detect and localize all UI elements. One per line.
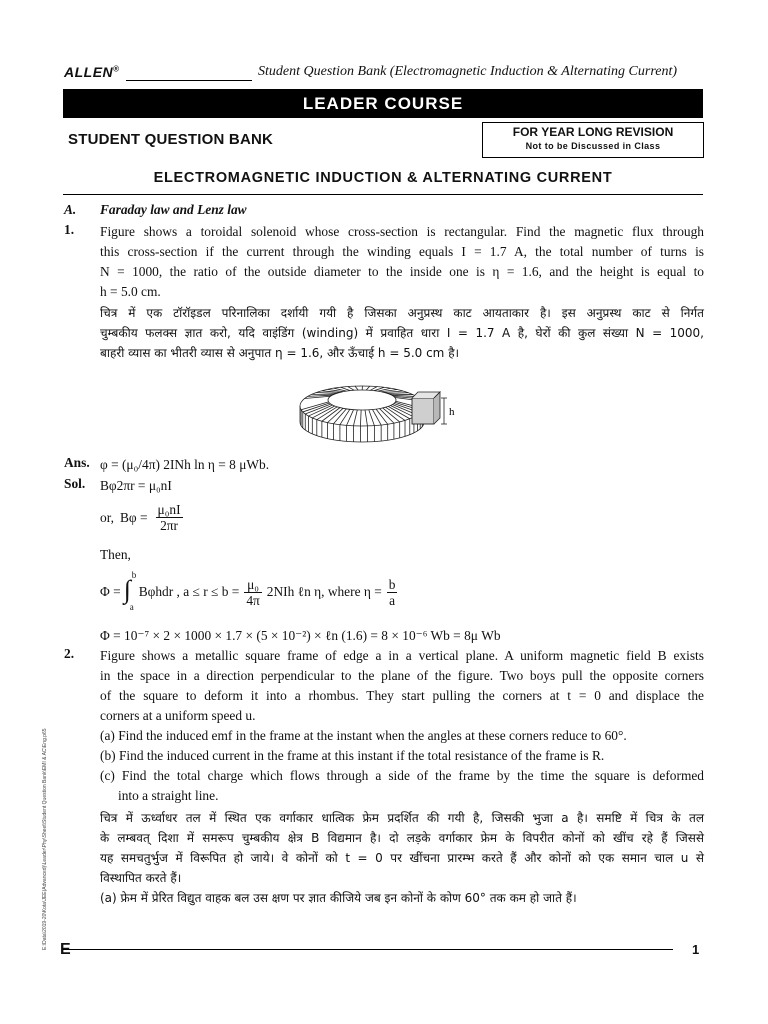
answer-label: Ans. bbox=[64, 455, 90, 470]
q1-en-line: h = 5.0 cm. bbox=[100, 284, 161, 299]
answer-text: φ = (μ₀/4π) 2INh ln η = 8 μWb. bbox=[100, 457, 270, 472]
fraction-b-phi bbox=[156, 502, 183, 533]
running-title: Student Question Bank (Electromagnetic Induction & Alternating Current) bbox=[258, 64, 678, 79]
fig-label-h: h bbox=[449, 406, 455, 418]
q2-hi-line: के लम्बवत् दिशा में समरूप चुम्बकीय क्षेत्र B विद्यमान है। दो लड़के वर्गाकार फ्रेम के विपरीत कोनों को खींच रहे हैं जिससे bbox=[100, 831, 704, 845]
fraction-numerator: μ₀nI bbox=[157, 502, 181, 517]
q2-hi-line: विस्थापित करते हैं। bbox=[100, 871, 182, 885]
fraction-denominator: a bbox=[389, 592, 396, 608]
q2-en-line: corners at a uniform speed u. bbox=[100, 708, 256, 723]
revision-box bbox=[482, 122, 704, 158]
q2-hindi bbox=[100, 808, 704, 908]
footer-letter: E bbox=[60, 941, 71, 958]
q1-hi-line: चित्र में एक टॉरॉइडल परिनालिका दर्शायी गयी है जिसका अनुप्रस्थ काट आयताकार है। इस अनुप्रस्थ काट से निर्गत bbox=[100, 306, 704, 320]
brand-logo: ALLEN® bbox=[64, 64, 120, 80]
topic-title: ELECTROMAGNETIC INDUCTION & ALTERNATING CURRENT bbox=[153, 170, 613, 186]
integral-lower-limit: a bbox=[129, 602, 134, 612]
bank-title: STUDENT QUESTION BANK bbox=[68, 131, 274, 148]
solution-label: Sol. bbox=[64, 476, 86, 491]
fraction-mu0-4pi bbox=[244, 577, 261, 608]
q2-english bbox=[100, 646, 704, 806]
q2-part-c-cont: into a straight line. bbox=[118, 788, 219, 803]
section-title: Faraday law and Lenz law bbox=[100, 202, 247, 217]
fraction-numerator: μ₀ bbox=[244, 577, 261, 593]
integral-sign: ∫ b a bbox=[123, 570, 137, 612]
q1-hi-line: चुम्बकीय फलक्स ज्ञात करो, यदि वाइंडिंग (winding) में प्रवाहित धारा I = 1.7 A है, घेरों की कुल संख्या N = 1000, bbox=[100, 326, 704, 340]
phi-equals: Φ = bbox=[100, 584, 121, 599]
course-banner: LEADER COURSE bbox=[63, 89, 703, 118]
q1-en-line: this cross-section if the current through the winding equals I = 1.7 A, the total number of turns is bbox=[100, 244, 704, 259]
final-equation: Φ = 10⁻⁷ × 2 × 1000 × 1.7 × (5 × 10⁻²) × ℓn (1.6) = 8 × 10⁻⁶ Wb = 8μ Wb bbox=[100, 628, 501, 643]
question-number: 2. bbox=[64, 646, 75, 661]
q2-en-line: Figure shows a metallic square frame of edge a in a vertical plane. A uniform magnetic field B exists bbox=[100, 648, 704, 663]
q2-hi-part-a: (a) फ्रेम में प्रेरित विद्युत वाहक बल उस क्षण पर ज्ञात कीजिये जब इन कोनों के कोण 60° तक कम हो जाते हैं। bbox=[100, 891, 577, 905]
q1-en-line: Figure shows a toroidal solenoid whose cross-section is rectangular. Find the magnetic flux through bbox=[100, 224, 704, 239]
q1-hindi bbox=[100, 303, 704, 363]
topic-rule bbox=[63, 194, 703, 195]
solution-line-2 bbox=[100, 502, 185, 533]
fraction-denominator: 4π bbox=[246, 592, 260, 608]
then-label: Then, bbox=[100, 547, 131, 562]
header-rule bbox=[126, 80, 252, 81]
q2-en-line: in the space in a direction perpendicular to the plane of the figure. Two boys pull the opposite corners bbox=[100, 668, 704, 683]
q1-hi-line: बाहरी व्यास का भीतरी व्यास से अनुपात η = 1.6, और ऊँचाई h = 5.0 cm है। bbox=[100, 346, 460, 360]
flux-integral-line bbox=[100, 570, 399, 612]
q1-english bbox=[100, 222, 704, 302]
integral-result: 2NIh ℓn η, where η = bbox=[266, 584, 382, 599]
revision-sub: Not to be Discussed in Class bbox=[525, 141, 661, 151]
solution-line-1: Bφ2πr = μ₀nI bbox=[100, 478, 172, 493]
integral-upper-limit: b bbox=[131, 570, 137, 580]
footer-rule bbox=[63, 949, 673, 950]
q2-part-b: (b) Find the induced current in the frame at this instant if the total resistance of the frame is R. bbox=[100, 748, 605, 763]
section-letter: A. bbox=[64, 202, 77, 217]
fraction-numerator: b bbox=[388, 576, 396, 592]
fraction-denominator: 2πr bbox=[160, 518, 178, 533]
b-phi-label: Bφ = bbox=[119, 509, 148, 525]
q2-hi-line: यह समचतुर्भुज में विरूपित हो जाये। वे कोनों को t = 0 पर खींचना प्रारम्भ करते हैं और कोनों को एक समान चाल u से bbox=[100, 851, 704, 865]
q2-part-c: (c) Find the total charge which flows through a side of the frame by the time the square is deformed bbox=[100, 768, 704, 783]
page-number: 1 bbox=[692, 942, 700, 957]
q2-en-line: of the square to deform it into a rhombus. They start pulling the corners at t = 0 and displace the bbox=[100, 688, 704, 703]
toroid-figure bbox=[294, 378, 466, 450]
fraction-b-over-a bbox=[387, 577, 398, 608]
file-path-note: E:\Data\2019-20\Kota\JEE(Advanced)\Leader\Phy\Sheet\Student Question Bank\EMI & AC\Eng.p65 bbox=[42, 728, 48, 950]
or-label: or, bbox=[100, 509, 114, 525]
integrand: Bφhdr , a ≤ r ≤ b = bbox=[138, 584, 240, 599]
q1-en-line: N = 1000, the ratio of the outside diameter to the inside one is η = 1.6, and the height is equal to bbox=[100, 264, 704, 279]
q2-hi-line: चित्र में ऊर्ध्वाधर तल में स्थित एक वर्गाकार धात्विक फ्रेम प्रदर्शित की गयी है, जिसकी भुजा a है। समष्टि में चित्र के तल bbox=[100, 811, 704, 825]
question-number: 1. bbox=[64, 222, 75, 237]
q2-part-a: (a) Find the induced emf in the frame at the instant when the angles at these corners reduce to 60°. bbox=[100, 728, 627, 743]
revision-main: FOR YEAR LONG REVISION bbox=[512, 125, 674, 139]
